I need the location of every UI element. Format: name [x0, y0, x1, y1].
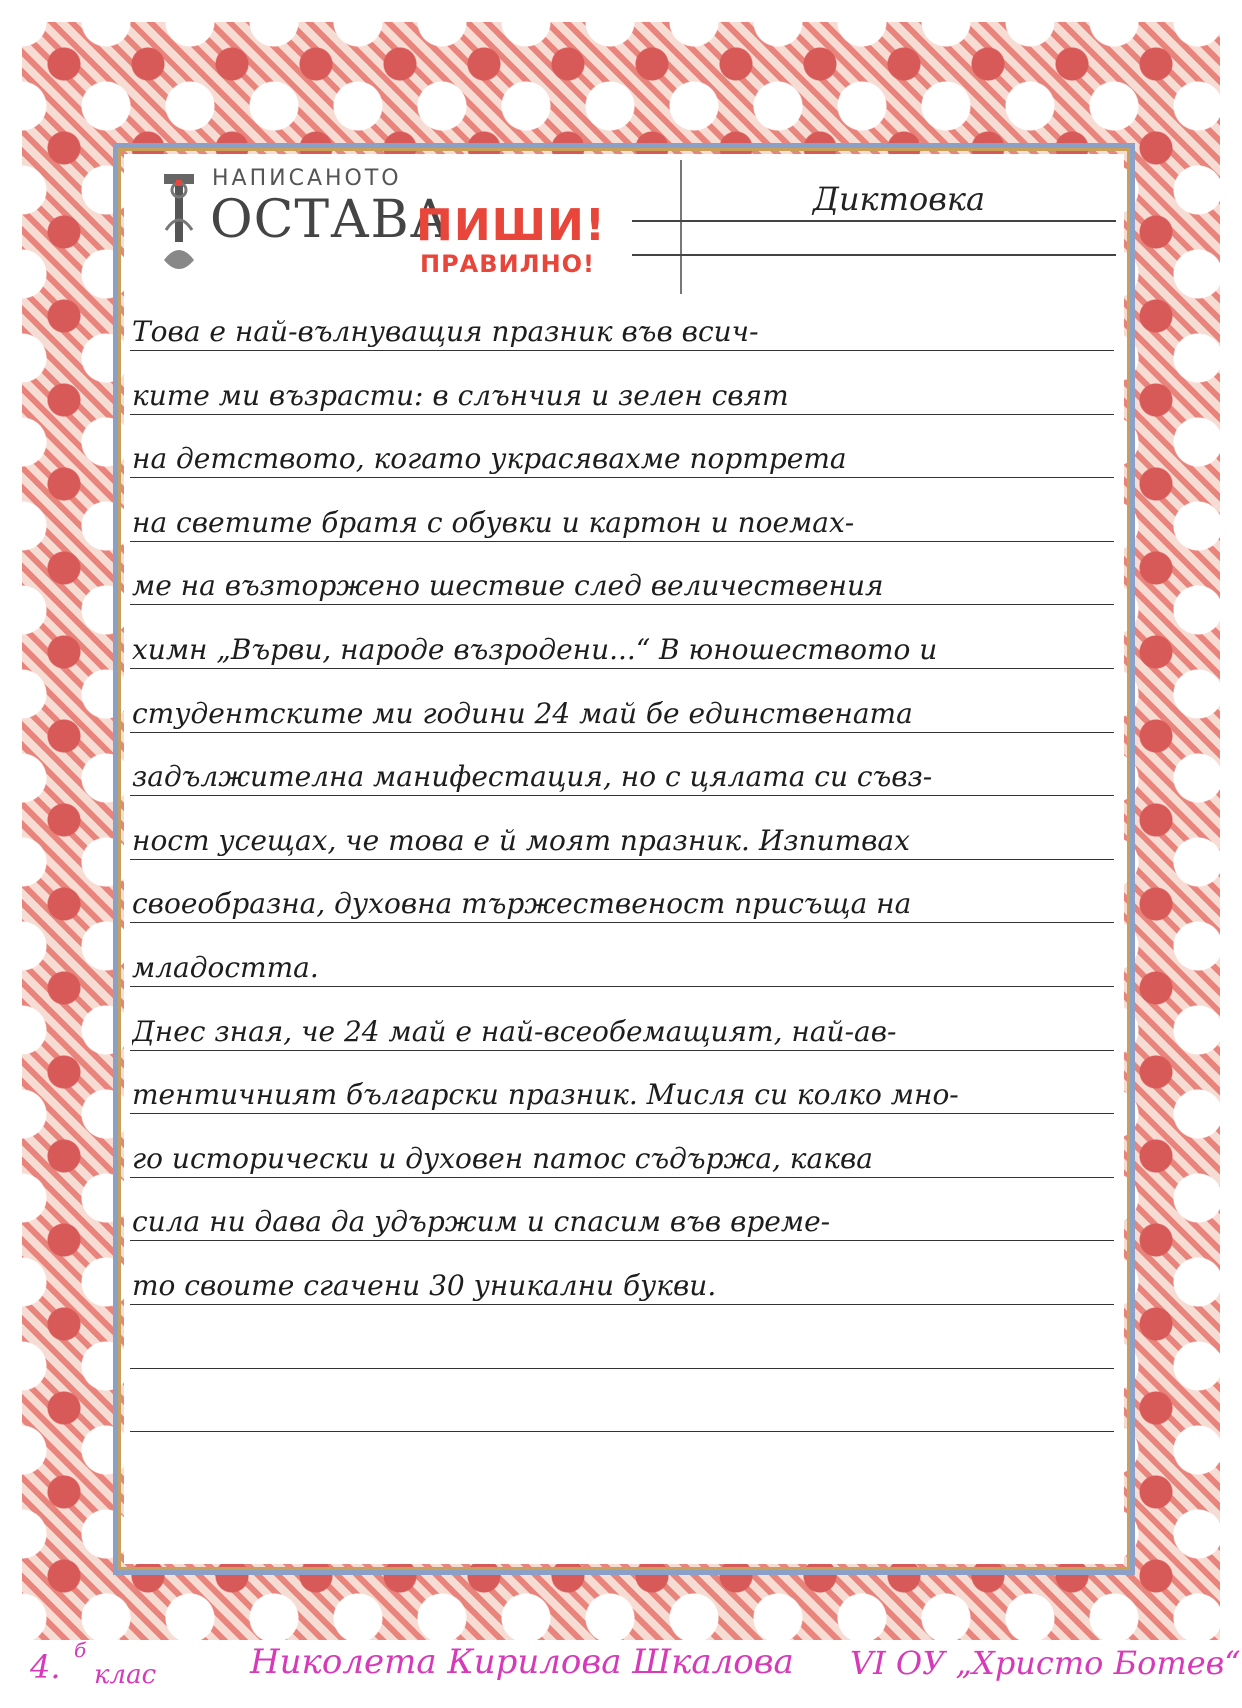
ruled-line [130, 1240, 1114, 1241]
writing-sheet [124, 154, 1124, 1564]
ruled-line [130, 477, 1114, 478]
ruled-line [130, 986, 1114, 987]
school-name: VI ОУ „Христо Ботев“ [850, 1644, 1241, 1682]
text-line: Това е най-вълнуващия празник във всич- [132, 315, 759, 348]
ruled-line [130, 1368, 1114, 1369]
letter-emblem-icon [158, 170, 200, 278]
text-line: на светите братя с обувки и картон и поемах- [132, 506, 855, 539]
ruled-line [130, 668, 1114, 669]
ruled-line [130, 922, 1114, 923]
logo-top-text: НАПИСАНОТО [212, 166, 402, 191]
class-label: клас [94, 1660, 157, 1690]
text-line: тентичният български празник. Мисля си колко мно- [132, 1078, 959, 1111]
student-name: Николета Кирилова Шкалова [250, 1642, 794, 1682]
text-line: своеобразна, духовна тържественост присъща на [132, 887, 912, 920]
text-line: младостта. [132, 951, 319, 984]
ruled-line [130, 795, 1114, 796]
ruled-line [130, 414, 1114, 415]
logo-slogan-sub: ПРАВИЛНО! [420, 250, 595, 278]
text-line: на детството, когато украсявахме портрета [132, 442, 847, 475]
logo-divider [680, 160, 682, 294]
text-line: ките ми възрасти: в слънчия и зелен свят [132, 379, 789, 412]
ruled-line [130, 859, 1114, 860]
ruled-line [130, 1050, 1114, 1051]
text-line: Днес зная, че 24 май е най-всеобемащият, най-ав- [132, 1015, 897, 1048]
ruled-line [130, 1304, 1114, 1305]
ruled-line [130, 1177, 1114, 1178]
logo-main-text: ОСТАВА [210, 190, 451, 250]
text-line: задължителна манифестация, но с цялата си съвз- [132, 760, 933, 793]
ruled-line [130, 1113, 1114, 1114]
ruled-line [130, 541, 1114, 542]
text-line: го исторически и духовен патос съдържа, каква [132, 1142, 873, 1175]
title-rule [632, 254, 1116, 256]
campaign-logo [132, 160, 672, 288]
grade-letter: б [74, 1638, 87, 1662]
text-line: химн „Върви, народе възродени...“ В юношеството и [132, 633, 938, 666]
grade-number: 4. [30, 1648, 61, 1686]
ruled-line [130, 732, 1114, 733]
document-title: Диктовка [812, 180, 986, 218]
ruled-line [130, 604, 1114, 605]
text-line: то своите сгачени 30 уникални букви. [132, 1269, 717, 1302]
text-line: ност усещах, че това е й моят празник. Изпитвах [132, 824, 910, 857]
text-line: студентските ми години 24 май бе единствената [132, 697, 913, 730]
ruled-line [130, 350, 1114, 351]
text-line: ме на възторжено шествие след величествения [132, 569, 884, 602]
ruled-line [130, 1431, 1114, 1432]
text-line: сила ни дава да удържим и спасим във време- [132, 1205, 831, 1238]
logo-slogan: ПИШИ! [416, 200, 606, 251]
title-rule [632, 220, 1116, 222]
